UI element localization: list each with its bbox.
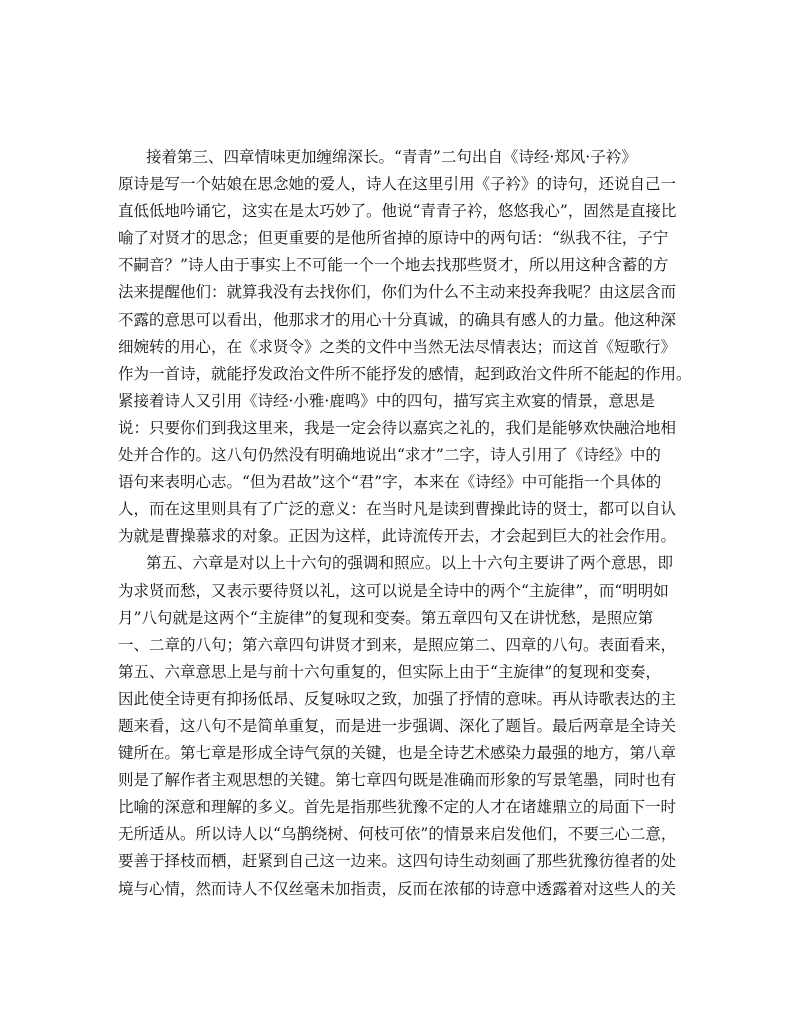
- text-line: 不露的意思可以看出，他那求才的用心十分真诚，的确具有感人的力量。他这种深: [118, 310, 677, 329]
- text-line: 为求贤而愁，又表示要待贤以礼，这可以说是全诗中的两个“主旋律”，而“明明如: [118, 581, 669, 600]
- text-line: 喻了对贤才的思念；但更重要的是他所省掉的原诗中的两句话：“纵我不往，子宁: [118, 229, 669, 248]
- text-line: 无所适从。所以诗人以“乌鹊绕树、何枝可依”的情景来启发他们，不要三心二意，: [118, 825, 677, 844]
- text-line: 细婉转的用心，在《求贤令》之类的文件中当然无法尽情表达；而这首《短歌行》: [118, 337, 677, 356]
- text-line: 月”八句就是这两个“主旋律”的复现和变奏。第五章四句又在讲忧愁，是照应第: [118, 608, 654, 627]
- text-line: 题来看，这八句不是简单重复，而是进一步强调、深化了题旨。最后两章是全诗关: [118, 716, 677, 735]
- text-line: 为就是曹操慕求的对象。正因为这样，此诗流传开去，才会起到巨大的社会作用。: [118, 527, 677, 546]
- text-line: 第五、六章意思上是与前十六句重复的，但实际上由于“主旋律”的复现和变奏，: [118, 662, 661, 681]
- text-line: 语句来表明心志。“但为君故”这个“君”字，本来在《诗经》中可能指一个具体的: [118, 473, 662, 492]
- text-line: 一、二章的八句；第六章四句讲贤才到来，是照应第二、四章的八句。表面看来，: [118, 635, 677, 654]
- text-line: 紧接着诗人又引用《诗经·小雅·鹿鸣》中的四句，描写宾主欢宴的情景，意思是: [118, 391, 655, 410]
- text-line: 处并合作的。这八句仍然没有明确地说出“求才”二字，诗人引用了《诗经》中的: [118, 446, 661, 465]
- text-line: 作为一首诗，就能抒发政治文件所不能抒发的感情，起到政治文件所不能起的作用。: [118, 364, 692, 383]
- text-line: 键所在。第七章是形成全诗气氛的关键，也是全诗艺术感染力最强的地方，第八章: [118, 744, 677, 763]
- text-line: 境与心情，然而诗人不仅丝毫未加指责，反而在浓郁的诗意中透露着对这些人的关: [118, 879, 677, 898]
- essay-body: [118, 144, 692, 903]
- text-line: 原诗是写一个姑娘在思念她的爱人，诗人在这里引用《子衿》的诗句，还说自己一: [118, 175, 677, 194]
- text-line: 比喻的深意和理解的多义。首先是指那些犹豫不定的人才在诸雄鼎立的局面下一时: [118, 798, 677, 817]
- text-line: 人，而在这里则具有了广泛的意义：在当时凡是读到曹操此诗的贤士，都可以自认: [118, 500, 677, 519]
- text-line: 第五、六章是对以上十六句的强调和照应。以上十六句主要讲了两个意思，即: [146, 554, 674, 573]
- text-line: 则是了解作者主观思想的关键。第七章四句既是准确而形象的写景笔墨，同时也有: [118, 771, 677, 790]
- text-line: 要善于择枝而栖，赶紧到自己这一边来。这四句诗生动刻画了那些犹豫彷徨者的处: [118, 852, 677, 871]
- text-line: 说：只要你们到我这里来，我是一定会待以嘉宾之礼的，我们是能够欢快融洽地相: [118, 418, 677, 437]
- text-line: 接着第三、四章情味更加缠绵深长。“青青”二句出自《诗经·郑风·子衿》: [146, 148, 637, 166]
- text-line: 直低低地吟诵它，这实在是太巧妙了。他说“青青子衿，悠悠我心”，固然是直接比: [118, 202, 677, 221]
- text-line: 因此使全诗更有抑扬低昂、反复咏叹之致，加强了抒情的意味。再从诗歌表达的主: [118, 689, 677, 708]
- text-line: 不嗣音？”诗人由于事实上不可能一个一个地去找那些贤才，所以用这种含蓄的方: [118, 256, 669, 275]
- text-line: 法来提醒他们：就算我没有去找你们，你们为什么不主动来投奔我呢？由这层含而: [118, 283, 677, 302]
